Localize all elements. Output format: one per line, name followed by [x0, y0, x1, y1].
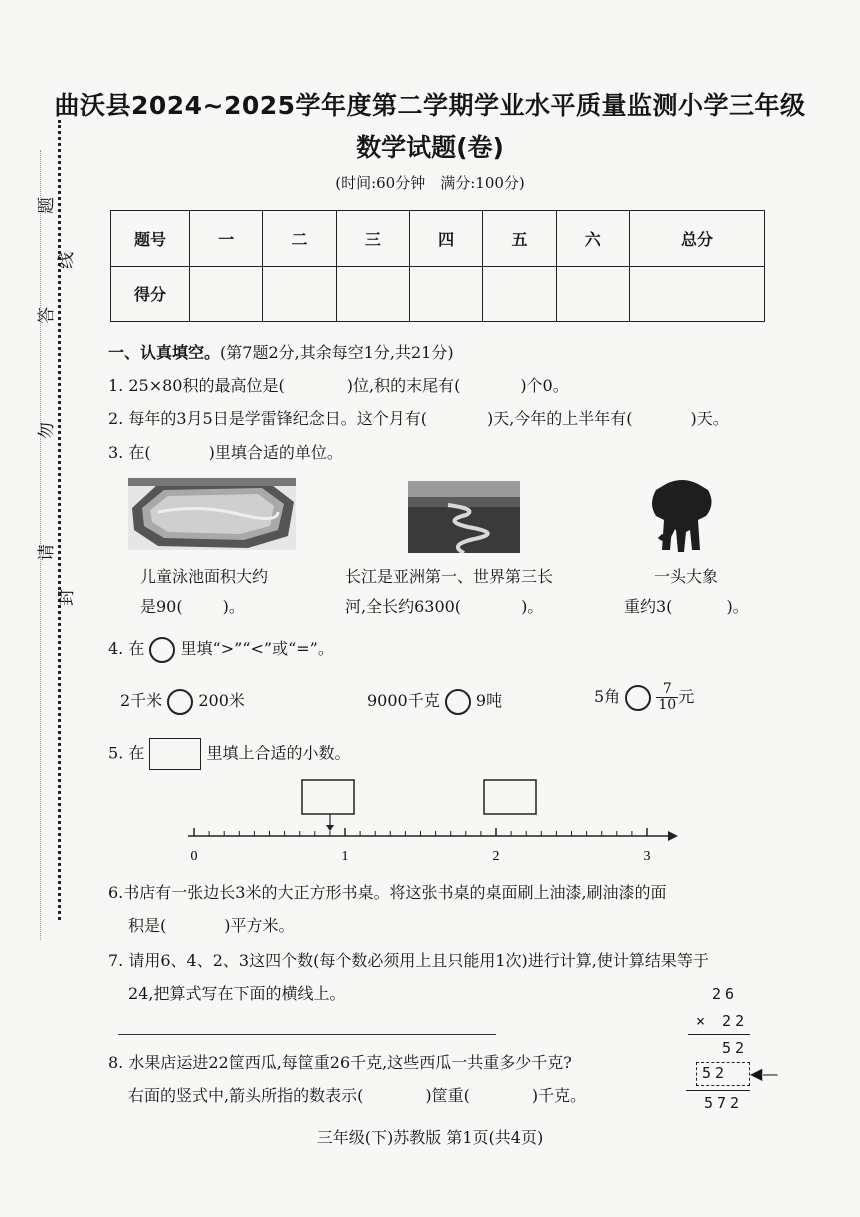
- fraction-numerator: 7: [656, 682, 678, 698]
- q2-text: )天。: [690, 409, 729, 428]
- q3-text: 3. 在(: [108, 443, 151, 462]
- vcalc-multiplier: × 22: [696, 1012, 749, 1030]
- score-cell[interactable]: [409, 266, 482, 322]
- q7-text: 24,把算式写在下面的横线上。: [128, 984, 346, 1003]
- fraction-denominator: 10: [658, 697, 677, 713]
- score-cell[interactable]: [629, 266, 764, 322]
- score-header-cell: 一: [190, 211, 263, 267]
- binding-char: 线: [57, 252, 77, 269]
- q8-text: )筐重(: [425, 1086, 470, 1105]
- number-line: [180, 775, 680, 870]
- question-1: [108, 373, 569, 396]
- score-header-cell: 五: [483, 211, 556, 267]
- compare-left: 5角: [594, 687, 621, 706]
- tick-label: 0: [190, 849, 198, 864]
- circle-icon: [149, 637, 175, 663]
- score-header-cell: 二: [263, 211, 336, 267]
- arrow-right-icon: [668, 831, 678, 841]
- q4-compare-2: [367, 688, 502, 715]
- square-box-icon: [149, 738, 201, 770]
- vcalc-top: 26: [712, 985, 739, 1003]
- question-7: [108, 948, 709, 1004]
- vcalc-rule: [688, 1034, 750, 1035]
- fraction: [656, 682, 678, 713]
- score-header-cell: 总分: [629, 211, 764, 267]
- binding-char: 答: [37, 307, 57, 324]
- q8-text: )千克。: [531, 1086, 587, 1105]
- score-table-header-row: [111, 211, 765, 267]
- exam-subtitle: (时间:60分钟 满分:100分): [335, 174, 525, 192]
- binding-char: 题: [37, 197, 57, 214]
- compare-circle[interactable]: [445, 689, 471, 715]
- compare-right: 元: [678, 687, 695, 706]
- q4-text: 里填“>”“<”或“=”。: [180, 639, 334, 658]
- q6-text: 积是(: [128, 916, 167, 935]
- score-cell[interactable]: [190, 266, 263, 322]
- binding-char: 请: [37, 544, 57, 561]
- q3-text: )里填合适的单位。: [208, 443, 343, 462]
- binding-dotted-line: [58, 120, 61, 920]
- q5-text: 5. 在: [108, 743, 145, 763]
- question-8: [108, 1050, 586, 1106]
- score-header-cell: 四: [409, 211, 482, 267]
- q3-caption-pool: [140, 562, 268, 622]
- q4-text: 4. 在: [108, 639, 145, 658]
- compare-circle[interactable]: [625, 685, 651, 711]
- caption-line: 儿童泳池面积大约: [140, 567, 269, 586]
- caption-line: 河,全长约6300(: [345, 597, 462, 616]
- score-table: [110, 210, 765, 322]
- compare-left: 2千米: [120, 691, 163, 710]
- compare-circle[interactable]: [167, 689, 193, 715]
- q1-text: 1. 25×80积的最高位是(: [108, 376, 285, 395]
- answer-line[interactable]: [118, 1034, 496, 1035]
- elephant-photo-icon: [646, 476, 718, 556]
- exam-title-line1: 曲沃县2024~2025学年度第二学期学业水平质量监测小学三年级: [54, 91, 806, 120]
- caption-line: )。: [222, 597, 245, 616]
- caption-line: 是90(: [140, 597, 183, 616]
- binding-char: 封: [57, 589, 77, 606]
- score-row-label: 得分: [111, 266, 190, 322]
- q4-compare-3: [594, 682, 694, 713]
- q2-text: )天,今年的上半年有(: [486, 409, 633, 428]
- vcalc-result: 572: [704, 1094, 744, 1112]
- tick-label: 1: [341, 849, 349, 864]
- page-footer: 三年级(下)苏教版 第1页(共4页): [316, 1128, 544, 1147]
- q4-compare-1: [120, 688, 245, 715]
- q3-caption-elephant: [624, 562, 749, 622]
- section-heading: [108, 340, 454, 363]
- compare-right: 200米: [198, 691, 245, 710]
- vcalc-partial-2: 52: [702, 1064, 729, 1082]
- q7-text: 7. 请用6、4、2、3这四个数(每个数必须用上且只能用1次)进行计算,使计算结果等于: [108, 951, 709, 970]
- vcalc-partial-1: 52: [722, 1039, 749, 1057]
- section-note: (第7题2分,其余每空1分,共21分): [220, 343, 454, 362]
- question-2: [108, 406, 729, 429]
- q8-text: 8. 水果店运进22筐西瓜,每筐重26千克,这些西瓜一共重多少千克?: [108, 1053, 572, 1072]
- q6-text: )平方米。: [224, 916, 295, 935]
- q1-text: )位,积的末尾有(: [346, 376, 461, 395]
- score-table-score-row: [111, 266, 765, 322]
- compare-left: 9000千克: [367, 691, 440, 710]
- binding-char: 勿: [37, 422, 57, 439]
- q3-caption-river: [345, 562, 553, 622]
- caption-line: )。: [521, 597, 544, 616]
- caption-line: 重约3(: [624, 597, 673, 616]
- tick-marks: [194, 828, 647, 836]
- score-cell[interactable]: [263, 266, 336, 322]
- score-cell[interactable]: [556, 266, 629, 322]
- pool-photo-icon: [128, 478, 296, 550]
- answer-box[interactable]: [484, 780, 536, 814]
- score-cell[interactable]: [483, 266, 556, 322]
- q2-text: 2. 每年的3月5日是学雷锋纪念日。这个月有(: [108, 409, 427, 428]
- score-header-cell: 三: [336, 211, 409, 267]
- exam-title-line2: 数学试题(卷): [356, 133, 504, 162]
- answer-box[interactable]: [302, 780, 354, 814]
- q5-text: 里填上合适的小数。: [206, 743, 351, 763]
- score-header-cell: 六: [556, 211, 629, 267]
- q6-text: 6.书店有一张边长3米的大正方形书桌。将这张书桌的桌面刷上油漆,刷油漆的面: [108, 883, 667, 902]
- arrow-down-icon: [326, 825, 334, 831]
- tick-label: 2: [492, 849, 500, 864]
- q1-text: )个0。: [520, 376, 569, 395]
- question-5: [108, 738, 351, 770]
- question-4: [108, 636, 334, 663]
- compare-right: 9吨: [475, 691, 503, 710]
- caption-line: )。: [726, 597, 749, 616]
- tick-label: 3: [643, 849, 651, 864]
- caption-line: 长江是亚洲第一、世界第三长: [345, 567, 554, 586]
- score-header-cell: 题号: [111, 211, 190, 267]
- question-3: [108, 440, 343, 463]
- question-6: [108, 880, 667, 936]
- section-title: 一、认真填空。: [108, 343, 221, 362]
- score-cell[interactable]: [336, 266, 409, 322]
- vcalc-rule: [686, 1090, 750, 1091]
- caption-line: 一头大象: [654, 567, 719, 586]
- river-photo-icon: [408, 481, 520, 553]
- q8-text: 右面的竖式中,箭头所指的数表示(: [128, 1086, 364, 1105]
- arrow-left-icon: ◀—: [750, 1064, 779, 1083]
